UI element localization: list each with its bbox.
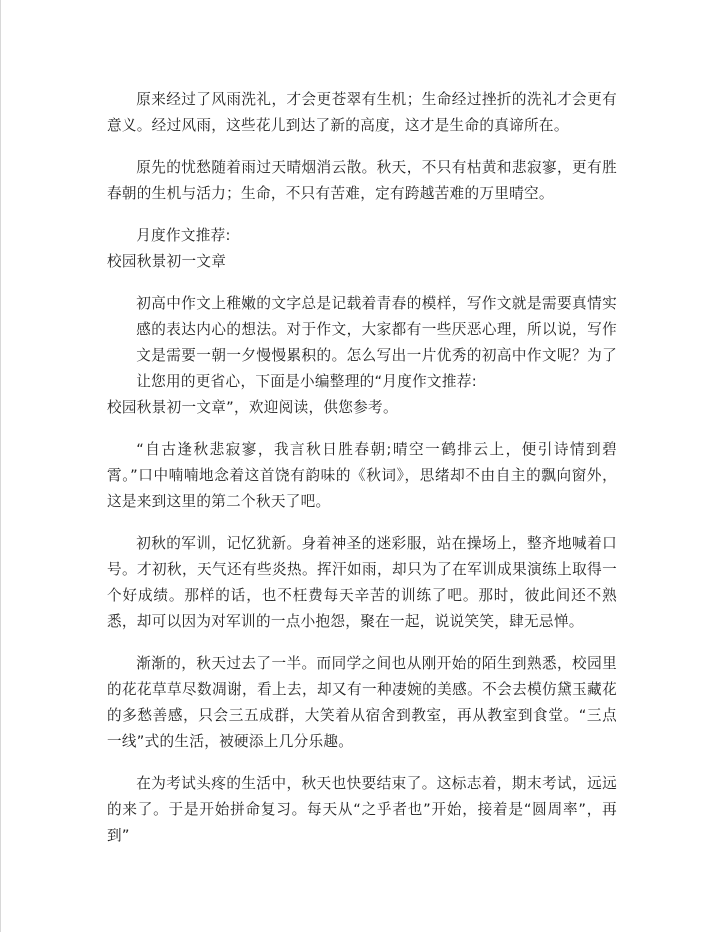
intro-paragraph: [107, 291, 617, 421]
paragraph-poem: “自古逢秋悲寂寥，我言秋日胜春朝;晴空一鹤排云上，便引诗情到碧霄。”口中喃喃地念着这首饶有韵味的《秋词》，思绪却不由自主的飘向窗外，这是来到这里的第二个秋天了吧。: [107, 441, 617, 510]
recommend-label: 月度作文推荐:: [136, 227, 231, 244]
paragraph-exams: 在为考试头疼的生活中，秋天也快要结束了。这标志着，期末考试，远远的来了。于是开始拼命复习。每天从“之乎者也”开始，接着是“圆周率”，再到”: [107, 775, 617, 844]
recommend-heading: [107, 223, 617, 275]
paragraph-half-autumn: 渐渐的，秋天过去了一半。而同学之间也从刚开始的陌生到熟悉，校园里的花花草草尽数凋谢，看上去，却又有一种凄婉的美感。不会去模仿黛玉藏花的多愁善感，只会三五成群，大笑着从宿舍到教室，再从教室到食堂。“三点一线”式的生活，被硬添上几分乐趣。: [107, 655, 617, 750]
paragraph-military-training: 初秋的军训，记忆犹新。身着神圣的迷彩服，站在操场上，整齐地喊着口号。才初秋，天气还有些炎热。挥汗如雨，却只为了在军训成果演练上取得一个好成绩。那样的话，也不枉费每天辛苦的训练了吧。那时，彼此间还不熟悉，却可以因为对军训的一点小抱怨，聚在一起，说说笑笑，肆无忌惮。: [107, 535, 617, 630]
intro-ending: 校园秋景初一文章”，欢迎阅读，供您参考。: [107, 399, 398, 416]
document-body: [107, 87, 617, 849]
article-title: 校园秋景初一文章: [107, 253, 227, 270]
paragraph-wind-rain: 原来经过了风雨洗礼，才会更苍翠有生机；生命经过挫折的洗礼才会更有意义。经过风雨，这些花儿到达了新的高度，这才是生命的真谛所在。: [107, 91, 617, 134]
paragraph-worries: 原先的忧愁随着雨过天晴烟消云散。秋天，不只有枯黄和悲寂寥，更有胜春朝的生机与活力；生命，不只有苦难，定有跨越苦难的万里晴空。: [107, 159, 617, 202]
intro-text: 初高中作文上稚嫩的文字总是记载着青春的模样，写作文就是需要真情实感的表达内心的想法。对于作文，大家都有一些厌恶心理，所以说，写作文是需要一朝一夕慢慢累积的。怎么写出一片优秀的初高中作文呢？为了让您用的更省心，下面是小编整理的“月度作文推荐:: [136, 295, 617, 390]
